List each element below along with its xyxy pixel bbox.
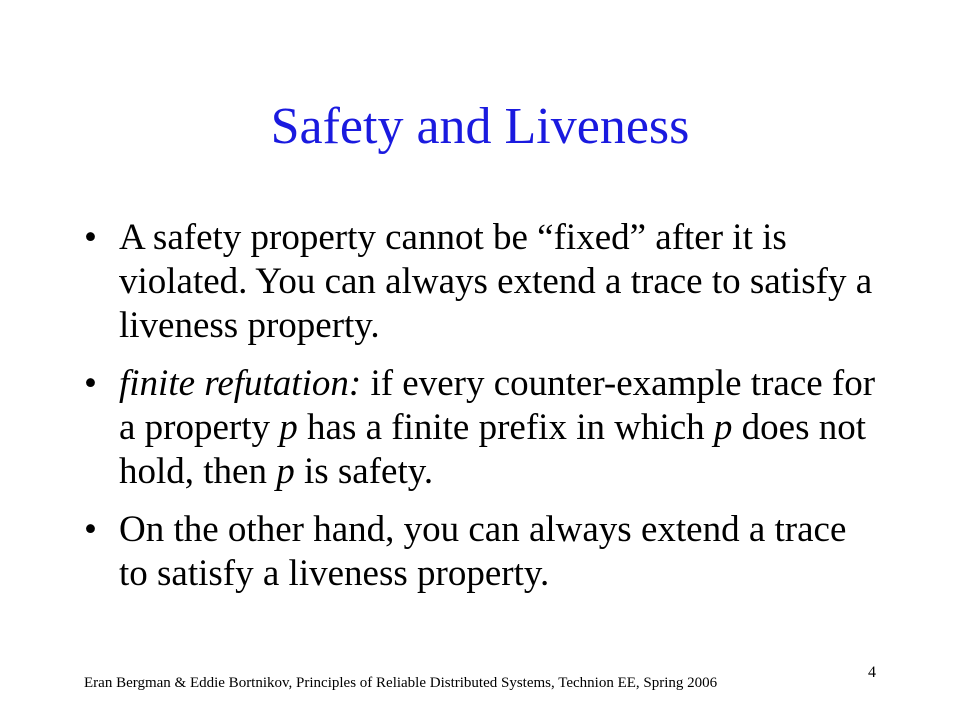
bullet-list [84,216,884,610]
variable-p: p [713,407,733,448]
bullet-item-3 [84,508,884,596]
variable-p: p [276,451,295,492]
bullet-marker: • [84,363,97,404]
copyright-footer: Eran Bergman & Eddie Bortnikov, Principles of Reliable Distributed Systems, Technion EE, Spring 2006 [84,675,718,691]
bullet-marker: • [84,509,97,550]
page-number: 4 [868,664,876,681]
bullet-item-1 [84,216,884,348]
slide-title: Safety and Liveness [270,98,690,155]
bullet-text: A safety property cannot be “fixed” after it is violated. You can always extend a trace to satisfy a liveness property. [119,217,873,346]
bullet-marker: • [84,217,97,258]
bullet-text: On the other hand, you can always extend a trace to satisfy a liveness property. [119,509,847,594]
bullet-text-part: has a finite prefix in which [297,407,714,448]
term-finite-refutation: finite refutation: [119,363,362,404]
variable-p: p [279,407,298,448]
bullet-text-part: does not hold, then [119,407,867,492]
bullet-text-part: if every counter-example trace for a property [119,363,876,448]
bullet-item-2 [84,362,884,494]
bullet-text-part: is safety. [294,451,434,492]
